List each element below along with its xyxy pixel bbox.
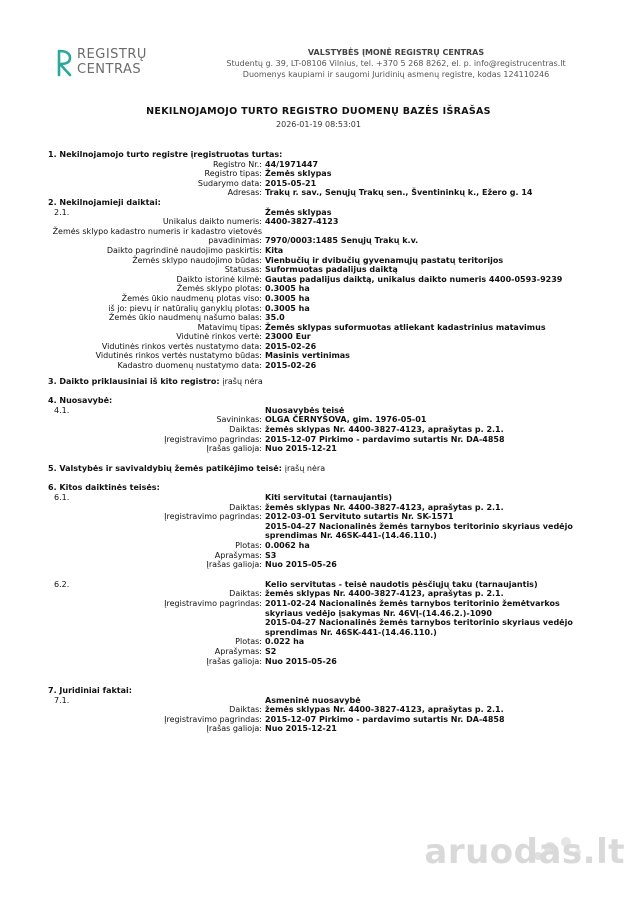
field-row: Registro tipas: Žemės sklypas bbox=[204, 169, 332, 179]
field-row: Kadastro duomenų nustatymo data: 2015-02-26 bbox=[117, 361, 317, 371]
registru-centras-logo bbox=[56, 46, 152, 82]
entry-7-1-header: 7.1. Asmeninė nuosavybė bbox=[54, 695, 361, 705]
section-1-rows bbox=[0, 160, 637, 198]
field-row: Daiktas: žemės sklypas Nr. 4400-3827-4123, aprašytas p. 2.1. bbox=[229, 502, 504, 512]
section-7-heading: 7. Juridiniai faktai: bbox=[48, 686, 132, 696]
field-row: Vidutinė rinkos vertė: 23000 Eur bbox=[176, 332, 311, 342]
logo-text-line1: REGISTRŲ bbox=[77, 47, 147, 62]
field-row: Matavimų tipas: Žemės sklypas suformuotas atliekant kadastrinius matavimus bbox=[197, 322, 546, 332]
logo-mark-icon bbox=[56, 48, 74, 78]
entry-2-1-header: 2.1. Žemės sklypas bbox=[54, 207, 332, 217]
field-row: Plotas: 0.022 ha bbox=[235, 637, 305, 647]
entry-index: 4.1. bbox=[54, 405, 70, 415]
entry-index: 7.1. bbox=[54, 695, 70, 705]
field-row: 2015-04-27 Nacionalinės žemės tarnybos teritorinio skyriaus vedėjo sprendimas Nr. 46SK-441-(14.46.110.) bbox=[265, 618, 573, 637]
field-row: Žemės sklypo kadastro numeris ir kadastro vietovės bbox=[52, 226, 262, 236]
logo-text-line2: CENTRAS bbox=[77, 62, 142, 77]
document-body bbox=[0, 150, 637, 734]
section-6-heading: 6. Kitos daiktinės teisės: bbox=[48, 483, 160, 493]
section-3-status: įrašų nėra bbox=[222, 376, 263, 386]
field-row: Įregistravimo pagrindas: 2012-03-01 Servituto sutartis Nr. SK-1571 bbox=[164, 512, 454, 522]
field-row: pavadinimas: 7970/0003:1485 Senųjų Trakų k.v. bbox=[208, 236, 419, 246]
field-row: Daiktas: žemės sklypas Nr. 4400-3827-4123, aprašytas p. 2.1. bbox=[229, 705, 504, 715]
field-row: Daikto istorinė kilmė: Gautas padalijus daiktą, unikalus daikto numeris 4400-0593-9239 bbox=[176, 274, 563, 284]
field-row: Įrašas galioja: Nuo 2015-12-21 bbox=[206, 724, 337, 734]
field-row: 2015-04-27 Nacionalinės žemės tarnybos teritorinio skyriaus vedėjo sprendimas Nr. 46SK-441-(14.46.110.) bbox=[265, 521, 573, 541]
field-row: Statusas: Suformuotas padalijus daiktą bbox=[224, 265, 398, 275]
org-address: Studentų g. 39, LT-08106 Vilnius, tel. +370 5 268 8262, el. p. info@registrucentras.lt bbox=[226, 59, 566, 68]
section-1-heading: 1. Nekilnojamojo turto registre įregistruotas turtas: bbox=[48, 150, 283, 159]
field-row: Adresas: Trakų r. sav., Senųjų Trakų sen., Šventininkų k., Ežero g. 14 bbox=[227, 188, 533, 198]
field-row: Įrašas galioja: Nuo 2015-05-26 bbox=[206, 560, 337, 570]
document-datetime: 2026-01-19 08:53:01 bbox=[276, 120, 361, 129]
field-row: Žemės sklypo naudojimo būdas: Vienbučių ir dvibučių gyvenamųjų pastatų teritorijos bbox=[132, 255, 504, 265]
document-title: NEKILNOJAMOJO TURTO REGISTRO DUOMENŲ BAZĖS IŠRAŠAS bbox=[146, 106, 491, 117]
field-row: Daiktas: žemės sklypas Nr. 4400-3827-4123, aprašytas p. 2.1. bbox=[229, 425, 504, 435]
field-row: Įregistravimo pagrindas: 2011-02-24 Nacionalinės žemės tarnybos teritorinio žemėtvarkos skyriaus vedėjo įsakymas Nr. 46VĮ-(14.46.2.)-1090 bbox=[164, 598, 560, 618]
section-2-rows bbox=[0, 217, 637, 371]
section-4-heading: 4. Nuosavybė: bbox=[48, 396, 113, 406]
field-row: Aprašymas: S2 bbox=[214, 646, 277, 656]
section-3-heading: 3. Daikto priklausiniai iš kito registro: įrašų nėra bbox=[48, 376, 263, 386]
entry-4-1-header: 4.1. Nuosavybės teisė bbox=[54, 405, 345, 415]
section-5-status: įrašų nėra bbox=[284, 463, 326, 473]
organization-info bbox=[196, 47, 596, 80]
field-row: Žemės sklypo plotas: 0.3005 ha bbox=[176, 284, 310, 294]
field-row: iš jo: pievų ir natūralių ganyklų plotas: 0.3005 ha bbox=[108, 303, 310, 313]
field-row: Įregistravimo pagrindas: 2015-12-07 Pirkimo - pardavimo sutartis Nr. DA-4858 bbox=[164, 434, 505, 444]
field-row: Vidutinės rinkos vertės nustatymo būdas: Masinis vertinimas bbox=[95, 351, 350, 361]
field-row: Vidutinės rinkos vertės nustatymo data: 2015-02-26 bbox=[101, 341, 317, 351]
field-row: Įrašas galioja: Nuo 2015-05-26 bbox=[206, 656, 337, 666]
entry-index: 6.1. bbox=[54, 493, 70, 502]
field-row: Savininkas: OLGA ČERNYŠOVA, gim. 1976-05-01 bbox=[216, 415, 427, 425]
document-header bbox=[0, 0, 637, 90]
org-note: Duomenys kaupiami ir saugomi Juridinių asmenų registre, kodas 124110246 bbox=[242, 70, 550, 79]
org-name: VALSTYBĖS ĮMONĖ REGISTRŲ CENTRAS bbox=[307, 48, 485, 57]
field-row: Žemės ūkio naudmenų plotas viso: 0.3005 ha bbox=[121, 293, 310, 303]
entry-index: 6.2. bbox=[54, 579, 70, 589]
field-row: Įregistravimo pagrindas: 2015-12-07 Pirkimo - pardavimo sutartis Nr. DA-4858 bbox=[164, 714, 505, 724]
field-row: Įrašas galioja: Nuo 2015-12-21 bbox=[206, 444, 337, 454]
field-row: Sudarymo data: 2015-05-21 bbox=[197, 178, 317, 188]
field-row: Daiktas: žemės sklypas Nr. 4400-3827-4123, aprašytas p. 2.1. bbox=[229, 589, 504, 599]
entry-6-1-header: 6.1. Kiti servitutai (tarnaujantis) bbox=[54, 493, 393, 502]
field-row: Plotas: 0.0062 ha bbox=[235, 540, 310, 550]
field-row: Unikalus daikto numeris: 4400-3827-4123 bbox=[162, 217, 339, 227]
field-row: Daikto pagrindinė naudojimo paskirtis: Kita bbox=[106, 245, 284, 255]
entry-6-2-header: 6.2. Kelio servitutas - teisė naudotis pėsčiųjų taku (tarnaujantis) bbox=[54, 579, 538, 589]
field-row: Registro Nr.: 44/1971447 bbox=[212, 159, 319, 169]
field-row: Žemės ūkio naudmenų našumo balas: 35.0 bbox=[108, 313, 285, 323]
watermark-aruodas: aruodas.lt bbox=[424, 832, 625, 872]
field-row: Aprašymas: S3 bbox=[214, 550, 277, 560]
section-5-heading: 5. Valstybės ir savivaldybių žemės patikėjimo teisė: įrašų nėra bbox=[48, 463, 326, 473]
entry-index: 2.1. bbox=[54, 207, 70, 217]
section-2-heading: 2. Nekilnojamieji daiktai: bbox=[48, 197, 161, 207]
